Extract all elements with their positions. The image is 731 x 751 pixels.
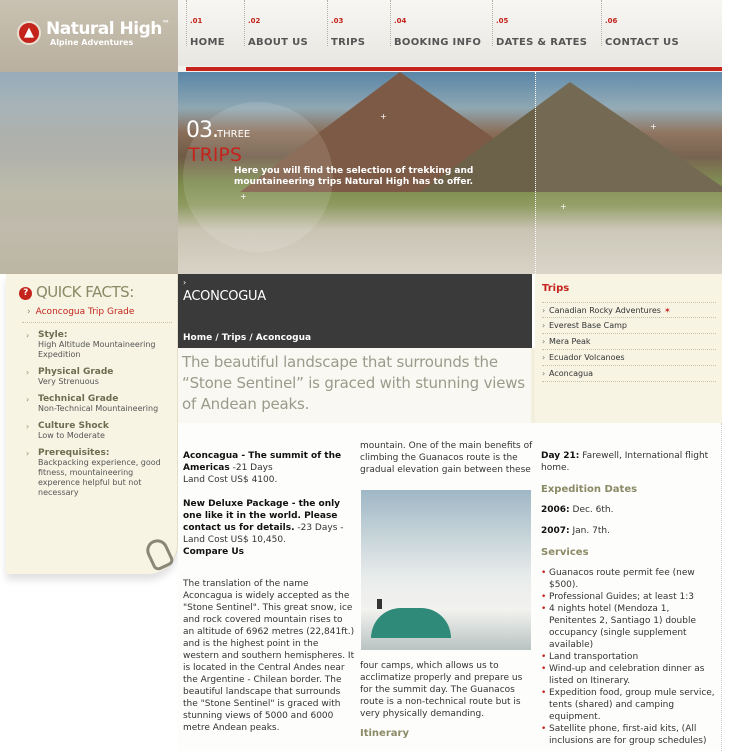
nav-underline	[186, 67, 722, 71]
fact-heading: Prerequisites:	[38, 448, 110, 458]
nav-number: .05	[496, 17, 509, 25]
trips-sidebar	[535, 274, 722, 423]
list-item: • 4 nights hotel (Mendoza 1, Penitentes 2, Santiago 1) double occupancy (single supplement available)	[541, 603, 719, 651]
section-number: 03.	[186, 118, 218, 143]
date-row: 2007: Jan. 7th.	[541, 526, 610, 536]
paragraph: Day 21: Farewell, International flight home.	[541, 451, 709, 473]
nav-number: .04	[394, 17, 407, 25]
fact-value: Low to Moderate	[38, 431, 105, 440]
content-column-2	[360, 440, 535, 740]
compare-us-link[interactable]: Compare Us	[183, 547, 245, 557]
content-column-1	[183, 450, 355, 746]
fact-item	[26, 448, 174, 498]
nav-label: DATES & RATES	[496, 37, 588, 48]
nav-dates-rates[interactable]	[492, 0, 601, 46]
page-title: ACONCOGUA	[183, 289, 266, 304]
page-header	[178, 274, 532, 348]
crosshair-icon: +	[560, 202, 567, 211]
map-overlay	[535, 72, 722, 274]
chevron-right-icon: ›	[26, 395, 30, 404]
nav-trips[interactable]	[327, 0, 390, 46]
list-item: • Satellite phone, first-aid kits, (All inclusions are for group schedules)	[541, 723, 719, 747]
trip-link-mera-peak[interactable]: › Mera Peak	[542, 334, 716, 350]
tent-shape	[371, 608, 451, 638]
chevron-right-icon: ›	[26, 368, 30, 377]
main-nav	[178, 0, 731, 72]
page-headline	[178, 348, 535, 423]
paragraph: four camps, which allows us to acclimatize properly and prepare us for the summit day. The Guanacos route is a non-technical route but is very physically demanding.	[360, 661, 523, 719]
mountain-logo-icon: ▲	[17, 21, 41, 45]
list-item: • Wind-up and celebration dinner as listed on Itinerary.	[541, 663, 719, 687]
expedition-dates-heading: Expedition Dates	[541, 484, 638, 495]
list-item: • Land transportation	[541, 651, 719, 663]
headline-text: The beautiful landscape that surrounds the “Stone Sentinel” is graced with stunning views of Andean peaks.	[182, 353, 525, 413]
services-heading: Services	[541, 547, 589, 558]
fact-item	[26, 367, 174, 387]
fact-item	[26, 330, 174, 360]
section-title: TRIPS	[188, 144, 242, 166]
trip-link-everest[interactable]: › Everest Base Camp	[542, 318, 716, 334]
crosshair-icon: +	[240, 192, 247, 201]
trips-list	[542, 302, 716, 382]
list-item: • Guanacos route permit fee (new $500).	[541, 567, 719, 591]
fact-value: Non-Technical Mountaineering	[38, 404, 159, 413]
nav-booking-info[interactable]	[390, 0, 492, 46]
nav-number: .01	[190, 17, 203, 25]
crosshair-icon: +	[650, 122, 657, 131]
quick-facts-list	[26, 330, 174, 505]
crosshair-icon: +	[380, 112, 387, 121]
question-icon: ?	[19, 287, 32, 300]
fact-heading: Culture Shock	[38, 421, 109, 431]
fact-value: Very Strenuous	[38, 377, 99, 386]
trip-link-aconcagua[interactable]: › Aconcagua	[542, 366, 716, 382]
trip-link-ecuador[interactable]: › Ecuador Volcanoes	[542, 350, 716, 366]
paragraph: Aconcagua - The summit of the Americas -21 Days Land Cost US$ 4100.	[183, 451, 342, 485]
left-column	[0, 274, 178, 751]
fact-value: Backpacking experience, good fitness, mountaineering experence helpful but not necessary	[38, 458, 161, 497]
chevron-right-icon: ›	[26, 331, 30, 340]
list-item: • Expedition food, group mule service, tents (shared) and camping equipment.	[541, 687, 719, 723]
nav-number: .06	[605, 17, 618, 25]
nav-number: .02	[248, 17, 261, 25]
fact-heading: Physical Grade	[38, 367, 114, 377]
section-word: THREE	[217, 129, 251, 140]
itinerary-heading: Itinerary	[360, 728, 409, 739]
fact-item	[26, 394, 174, 414]
paragraph: mountain. One of the main benefits of climbing the Guanacos route is the gradual elevation gain between these	[360, 441, 533, 475]
chevron-right-icon: ›	[27, 307, 31, 317]
nav-contact-us[interactable]	[601, 0, 722, 46]
trip-link-canadian-rocky[interactable]: › Canadian Rocky Adventures ✶	[542, 302, 716, 318]
fact-item	[26, 421, 174, 441]
nav-label: CONTACT US	[605, 37, 679, 48]
chevron-right-icon: ›	[26, 422, 30, 431]
date-row: 2006: Dec. 6th.	[541, 505, 614, 515]
quick-facts-title: ? QUICK FACTS:	[19, 283, 134, 301]
nav-home[interactable]	[186, 0, 244, 46]
brand-name: Natural High™	[46, 19, 170, 39]
section-intro: Here you will find the selection of trekking and mountaineering trips Natural High has to offer.	[234, 166, 474, 187]
quick-facts-card	[6, 274, 178, 574]
logo[interactable]	[0, 0, 178, 72]
hero-banner	[0, 72, 722, 274]
summit-camp-photo	[361, 490, 531, 650]
paragraph: The translation of the name Aconcagua is widely accepted as the "Stone Sentinel". This great snow, ice and rock covered mountain rises to an altitude of 6962 metres (22,841ft.) and is the highest point in the western and southern hemispheres. It is located in the Central Andes near the Argentine - Chilean border. The beautiful landscape that surrounds the "Stone Sentinel" is graced with stunning views of 5000 and 6000 metre Andean peaks.	[183, 579, 355, 733]
nav-label: BOOKING INFO	[394, 37, 482, 48]
chevron-right-icon: ›	[26, 449, 30, 458]
services-list	[541, 567, 719, 747]
page-margin	[722, 0, 731, 751]
nav-label: TRIPS	[331, 37, 366, 48]
maple-leaf-icon: ✶	[663, 306, 671, 315]
chevron-right-icon: ›	[183, 278, 187, 287]
paragraph: New Deluxe Package - the only one like it in the world. Please contact us for details. -23 Days - Land Cost US$ 10,450. Compare Us	[183, 499, 344, 557]
divider	[22, 322, 172, 323]
brand-tagline: Alpine Adventures	[50, 38, 134, 47]
nav-label: ABOUT US	[248, 37, 309, 48]
fact-heading: Technical Grade	[38, 394, 119, 404]
list-item: • Professional Guides; at least 1:3	[541, 591, 719, 603]
fact-value: High Altitude Mountaineering Expedition	[38, 340, 156, 359]
map-panel	[0, 72, 178, 274]
content-column-3	[541, 450, 719, 747]
nav-about-us[interactable]	[244, 0, 327, 46]
nav-label: HOME	[190, 37, 225, 48]
trips-heading: Trips	[542, 283, 570, 294]
nav-number: .03	[331, 17, 344, 25]
fact-heading: Style:	[38, 330, 68, 340]
breadcrumb[interactable]: Home / Trips / Aconcogua	[183, 333, 312, 343]
trip-grade-link[interactable]: › Aconcogua Trip Grade	[27, 307, 135, 317]
